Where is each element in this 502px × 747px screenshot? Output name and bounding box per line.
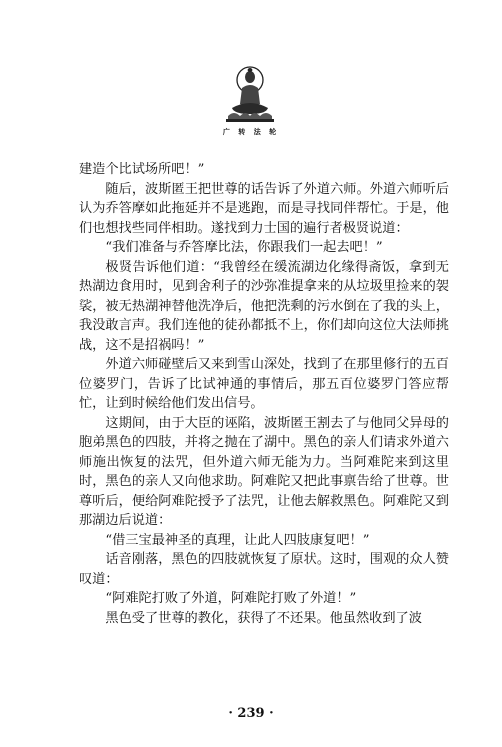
paragraph: “借三宝最神圣的真理，让此人四肢康复吧！” (105, 532, 370, 548)
paragraph: “我们准备与乔答摩比法，你跟我们一起去吧！” (105, 240, 383, 255)
paragraph: 建造个比试场所吧！” (79, 162, 205, 177)
header-caption: 广 转 法 轮 (222, 127, 280, 136)
paragraph: 随后，波斯匿王把世尊的话告诉了外道六师。外道六师听后认为乔答摩如此拖延并不是逃跑，而是寻找同伴帮忙。于是，他们也想找些同伴相助。遂找到力士国的遍行者极贤说道： (79, 181, 449, 236)
paragraph: 外道六师碰壁后又来到雪山深处，找到了在那里修行的五百位婆罗门，告诉了比试神通的事情后，那五百位婆罗门答应帮忙，让到时候给他们发出信号。 (79, 357, 449, 411)
body-text (79, 160, 449, 628)
page-number: · 239 · (228, 706, 274, 721)
page-header (0, 0, 502, 145)
paragraph: 话音刚落，黑色的四肢就恢复了原状。这时，围观的众人赞叹道： (79, 552, 449, 587)
seated-buddha-icon (222, 62, 278, 124)
paragraph: 黑色受了世尊的教化，获得了不还果。他虽然收到了波 (105, 610, 422, 626)
paragraph: “阿难陀打败了外道，阿难陀打败了外道！” (105, 591, 357, 606)
paragraph: 这期间，由于大臣的诬陷，波斯匿王割去了与他同父异母的胞弟黑色的四肢，并将之抛在了湖中。黑色的亲人们请求外道六师施出恢复的法咒，但外道六师无能为力。当阿难陀来到这里时，黑色的亲人又向他求助。阿难陀又把此事禀告给了世尊。世尊听后，便给阿难陀授予了法咒，让他去解救黑色。阿难陀又到那湖边后说道： (79, 415, 449, 528)
paragraph: 极贤告诉他们道：“我曾经在缓流湖边化缘得斋饭，拿到无热湖边食用时，见到舍利子的沙弥准提拿来的从垃圾里捡来的袈裟，被无热湖神替他洗净后，他把洗剩的污水倒在了我的头上，我没敢言声。我们连他的徒孙都抵不上，你们却向这位大法师挑战，这不是招祸吗！” (79, 259, 449, 353)
